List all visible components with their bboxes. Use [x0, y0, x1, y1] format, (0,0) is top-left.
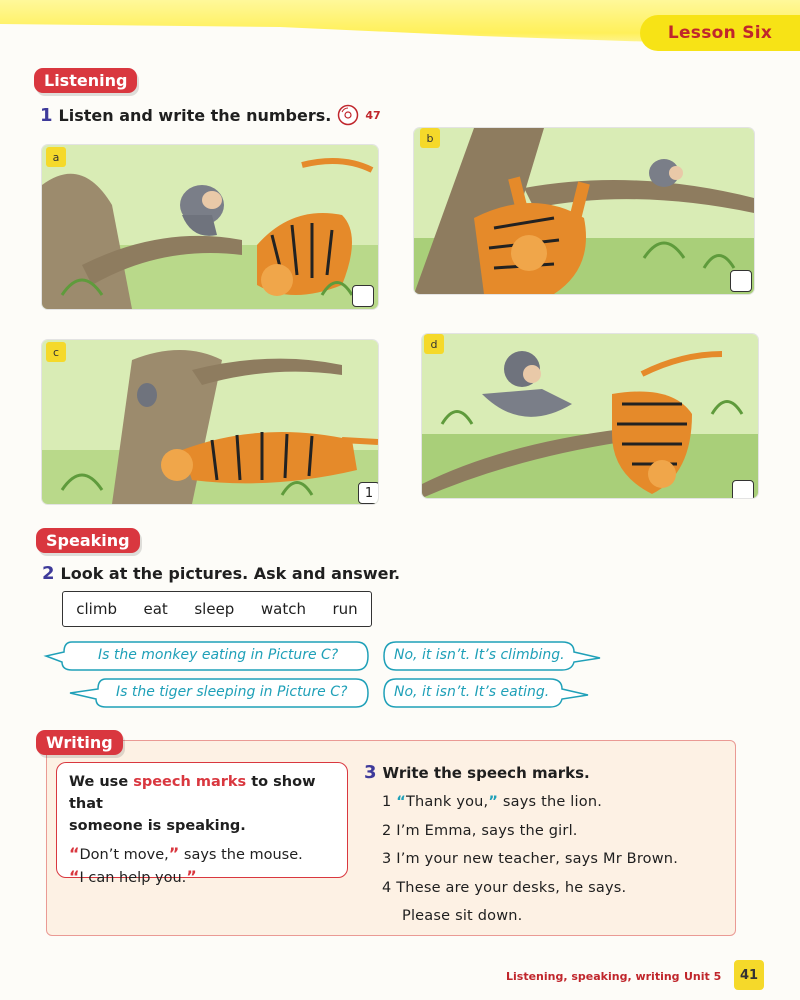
question-bubble-1 [42, 640, 372, 672]
rule-text: to show that [69, 774, 316, 812]
picture-letter-b: b [420, 128, 440, 148]
question-bubble-2 [66, 677, 372, 709]
close-speech-mark: ” [488, 794, 499, 810]
word: watch [260, 600, 306, 618]
picture-b [414, 128, 754, 294]
picture-d [422, 334, 758, 498]
picture-letter-c: c [46, 342, 66, 362]
item-number: 3 [382, 851, 392, 867]
lesson-title: Lesson Six [640, 15, 800, 51]
speaking-tag: Speaking [36, 528, 140, 553]
writing-tag: Writing [36, 730, 123, 755]
item-number: 1 [382, 794, 392, 810]
question-text: Is the monkey eating in Picture C? [98, 647, 339, 663]
instruction-number: 1 [40, 104, 53, 126]
rule-text: We use [69, 774, 134, 790]
jungle-scene-b [414, 128, 754, 294]
exercise-item-1 [382, 788, 732, 817]
word-box [62, 591, 372, 627]
writing-exercise-instruction [364, 762, 590, 783]
example-quote: I can help you. [79, 870, 187, 886]
question-text: Is the tiger sleeping in Picture C? [116, 684, 348, 700]
answer-text: No, it isn’t. It’s climbing. [394, 647, 565, 663]
rule-line-1 [69, 771, 335, 815]
exercise-list [382, 788, 732, 931]
close-speech-mark: ” [186, 867, 197, 886]
instruction-text: Write the speech marks. [382, 763, 590, 782]
item-text: I’m your new teacher, says Mr Brown. [396, 851, 679, 867]
picture-letter-d: d [424, 334, 444, 354]
example-1 [69, 843, 335, 866]
item-number: 2 [382, 822, 392, 839]
answer-box-b[interactable] [730, 270, 752, 292]
page-number: 41 [734, 960, 764, 990]
jungle-scene-d [422, 334, 758, 498]
instruction-number: 3 [364, 762, 377, 783]
answer-bubble-2 [382, 677, 592, 709]
jungle-scene-a [42, 145, 378, 309]
answer-text: No, it isn’t. It’s eating. [394, 684, 550, 700]
exercise-item-3[interactable] [382, 845, 732, 874]
open-speech-mark: “ [396, 794, 406, 810]
picture-c [42, 340, 378, 504]
instruction-number: 2 [42, 563, 55, 584]
example-quote: Don’t move, [79, 847, 169, 863]
item-number: 4 [382, 879, 392, 896]
listening-instruction [40, 104, 381, 126]
item-quote: Thank you, [405, 794, 489, 810]
track-number: 47 [365, 108, 381, 122]
close-speech-mark: ” [168, 844, 180, 863]
exercise-item-2[interactable] [382, 817, 732, 846]
rule-line-2: someone is speaking. [69, 818, 246, 834]
word: climb [76, 600, 117, 618]
word: sleep [194, 600, 235, 618]
listening-tag: Listening [34, 68, 137, 93]
rule-highlight: speech marks [133, 774, 247, 790]
instruction-text: Look at the pictures. Ask and answer. [60, 564, 401, 583]
word: eat [143, 600, 168, 618]
word: run [332, 600, 358, 618]
item-rest: says the lion. [498, 794, 603, 810]
open-speech-mark: “ [69, 867, 80, 886]
speech-marks-rule-box [56, 762, 348, 886]
item-text: These are your desks, he says. [396, 879, 627, 896]
exercise-item-4-continued[interactable] [382, 902, 732, 931]
example-rest: says the mouse. [179, 847, 303, 863]
example-2 [69, 866, 335, 889]
footer-section: Listening, speaking, writing [506, 970, 680, 983]
speaking-instruction [42, 563, 400, 584]
answer-bubble-1 [382, 640, 604, 672]
cd-icon[interactable] [337, 104, 359, 126]
answer-box-c[interactable]: 1 [358, 482, 378, 504]
picture-letter-a: a [46, 147, 66, 167]
picture-a [42, 145, 378, 309]
instruction-text: Listen and write the numbers. [58, 105, 332, 125]
open-speech-mark: “ [69, 844, 80, 863]
item-text: Please sit down. [402, 908, 523, 924]
item-text: I’m Emma, says the girl. [396, 822, 578, 839]
answer-box-d[interactable] [732, 480, 754, 498]
answer-box-a[interactable] [352, 285, 374, 307]
exercise-item-4[interactable] [382, 874, 732, 903]
jungle-scene-c [42, 340, 378, 504]
footer-unit: Unit 5 [684, 970, 722, 983]
